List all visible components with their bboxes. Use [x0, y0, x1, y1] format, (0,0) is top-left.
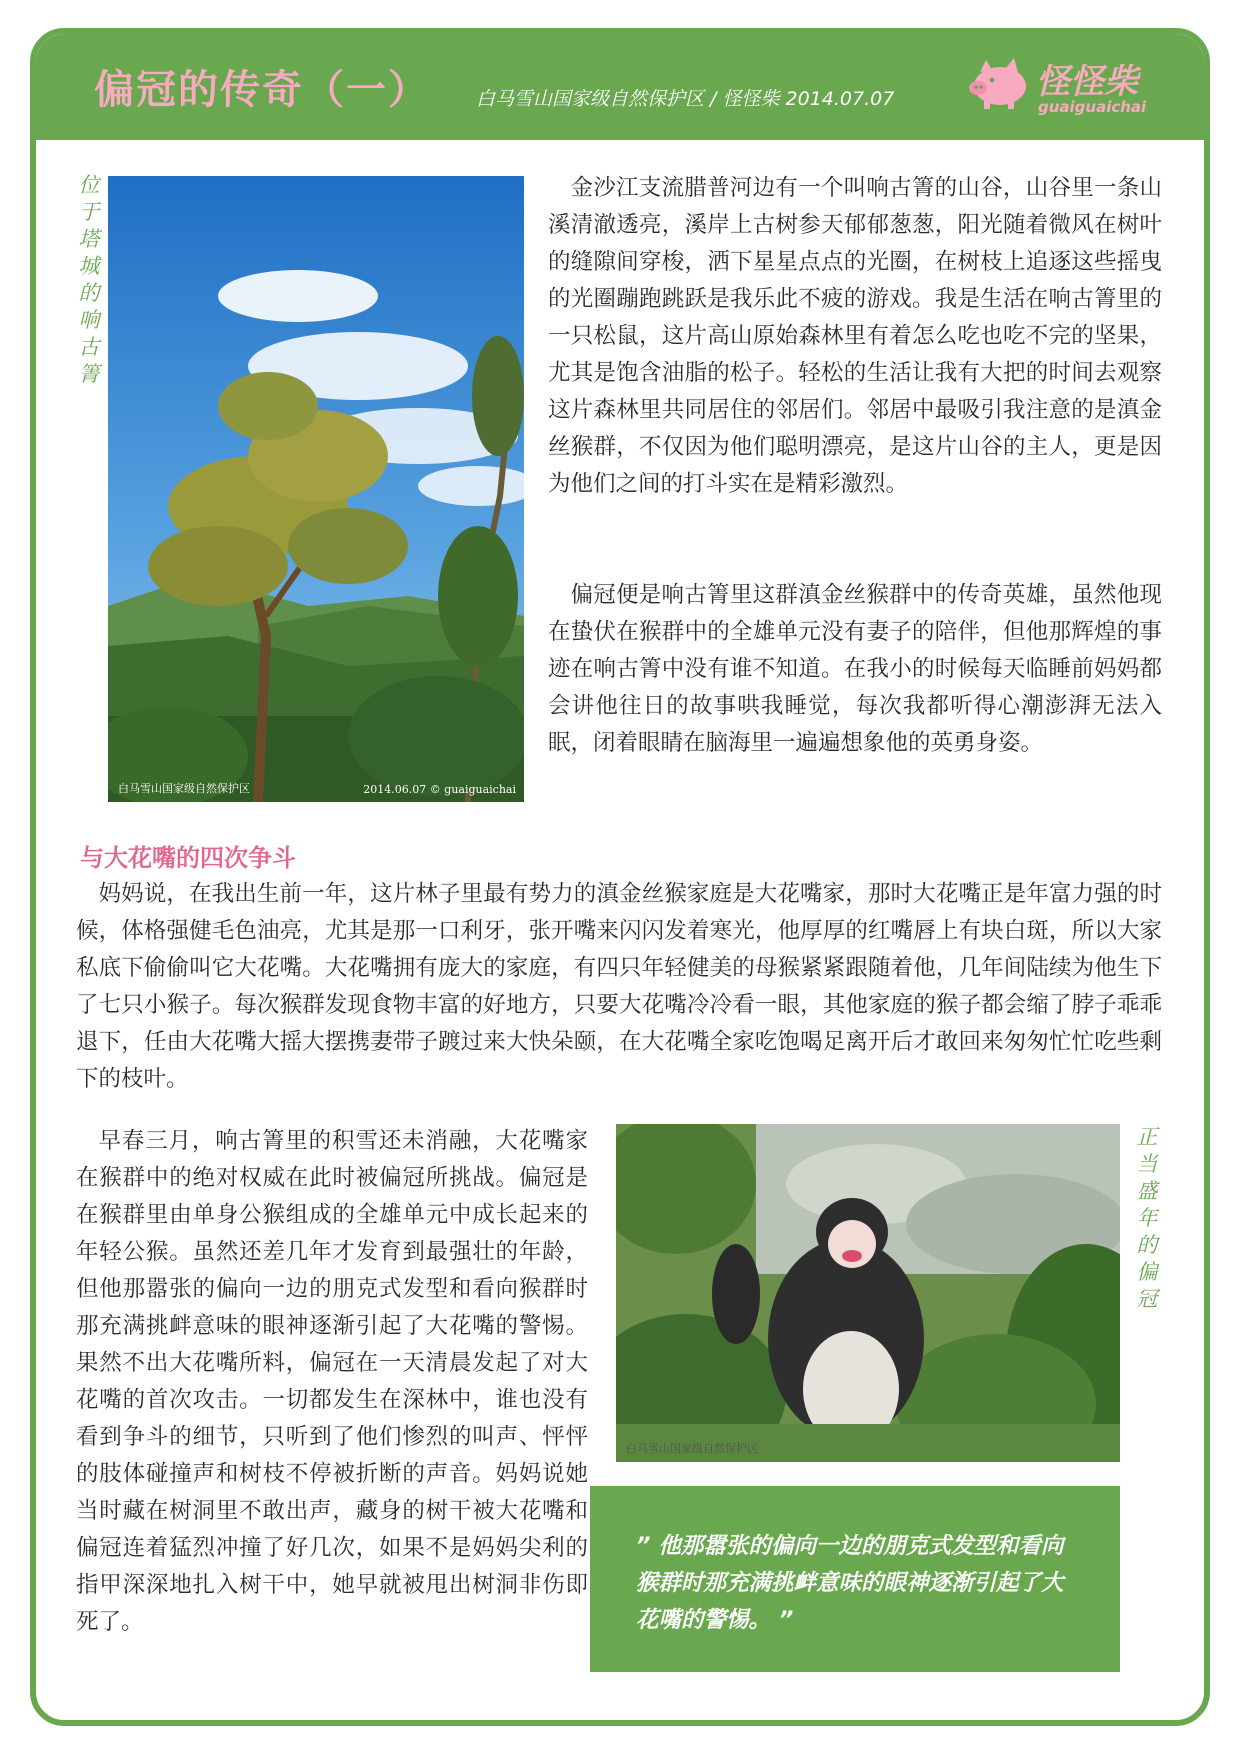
photo2-credit-left: 白马雪山国家级自然保护区 — [626, 1442, 758, 1455]
photo2-caption: 正当盛年的偏冠 — [1136, 1125, 1158, 1311]
logo — [966, 52, 1166, 122]
tree-landscape-photo — [108, 176, 524, 802]
header-meta: 白马雪山国家级自然保护区 / 怪怪柴 2014.07.07 — [476, 88, 895, 110]
intro-paragraph-2: 偏冠便是响古箐里这群滇金丝猴群中的传奇英雄，虽然他现在蛰伏在猴群中的全雄单元没有妻子的陪伴，但他那辉煌的事迹在响古箐中没有谁不知道。在我小的时候每天临睡前妈妈都会讲他往日的故事哄我睡觉，每次我都听得心潮澎湃无法入眠，闭着眼睛在脑海里一遍遍想象他的英勇身姿。 — [548, 582, 1162, 756]
page-title: 偏冠的传奇（一） — [94, 67, 430, 113]
section-paragraph-1: 妈妈说，在我出生前一年，这片林子里最有势力的滇金丝猴家庭是大花嘴家，那时大花嘴正是年富力强的时候，体格强健毛色油亮，尤其是那一口利牙，张开嘴来闪闪发着寒光，他厚厚的红嘴唇上有块白斑，所以大家私底下偷偷叫它大花嘴。大花嘴拥有庞大的家庭，有四只年轻健美的母猴紧紧跟随着他，几年间陆续为他生下了七只小猴子。每次猴群发现食物丰富的好地方，只要大花嘴冷冷看一眼，其他家庭的猴子都会缩了脖子乖乖退下，任由大花嘴大摇大摆携妻带子踱过来大快朵颐，在大花嘴全家吃饱喝足离开后才敢回来匆匆忙忙吃些剩下的枝叶。 — [76, 881, 1162, 1092]
section-heading: 与大花嘴的四次争斗 — [80, 844, 296, 872]
intro-paragraph-1: 金沙江支流腊普河边有一个叫响古箐的山谷，山谷里一条山溪清澈透亮，溪岸上古树参天郁郁葱葱，阳光随着微风在树叶的缝隙间穿梭，洒下星星点点的光圈，在树枝上追逐这些摇曳的光圈蹦跑跳跃是我乐此不疲的游戏。我是生活在响古箐里的一只松鼠，这片高山原始森林里有着怎么吃也吃不完的坚果，尤其是饱含油脂的松子。轻松的生活让我有大把的时间去观察这片森林里共同居住的邻居们。邻居中最吸引我注意的是滇金丝猴群，不仅因为他们聪明漂亮，是这片山谷的主人，更是因为他们之间的打斗实在是精彩激烈。 — [548, 175, 1162, 497]
monkey-illustration — [616, 1124, 1120, 1462]
pull-quote-text: ” 他那嚣张的偏向一边的朋克式发型和看向猴群时那充满挑衅意味的眼神逐渐引起了大花嘴的警惕。 ” — [636, 1533, 1064, 1633]
section-paragraph-2: 早春三月，响古箐里的积雪还未消融，大花嘴家在猴群中的绝对权威在此时被偏冠所挑战。偏冠是在猴群里由单身公猴组成的全雄单元中成长起来的年轻公猴。虽然还差几年才发育到最强壮的年龄，但他那嚣张的偏向一边的朋克式发型和看向猴群时那充满挑衅意味的眼神逐渐引起了大花嘴的警惕。果然不出大花嘴所料，偏冠在一天清晨发起了对大花嘴的首次攻击。一切都发生在深林中，谁也没有看到争斗的细节，只听到了他们惨烈的叫声、怦怦的肢体碰撞声和树枝不停被折断的声音。妈妈说她当时藏在树洞里不敢出声，藏身的树干被大花嘴和偏冠连着猛烈冲撞了好几次，如果不是妈妈尖利的指甲深深地扎入树干中，她早就被甩出树洞非伤即死了。 — [76, 1128, 588, 1635]
logo-subtext: guaiguaichai — [1038, 98, 1147, 116]
monkey-photo — [616, 1124, 1120, 1462]
photo1-caption: 位于塔城的响古箐 — [78, 173, 100, 386]
photo1-credit-right: 2014.06.07 © guaiguaichai — [363, 783, 516, 796]
photo1-credit-left: 白马雪山国家级自然保护区 — [118, 782, 250, 795]
pig-icon — [966, 56, 1032, 112]
tree-landscape-illustration — [108, 176, 524, 802]
pull-quote-box — [590, 1486, 1120, 1672]
logo-text: 怪怪柴 — [1036, 62, 1138, 102]
header-bar — [36, 34, 1204, 140]
